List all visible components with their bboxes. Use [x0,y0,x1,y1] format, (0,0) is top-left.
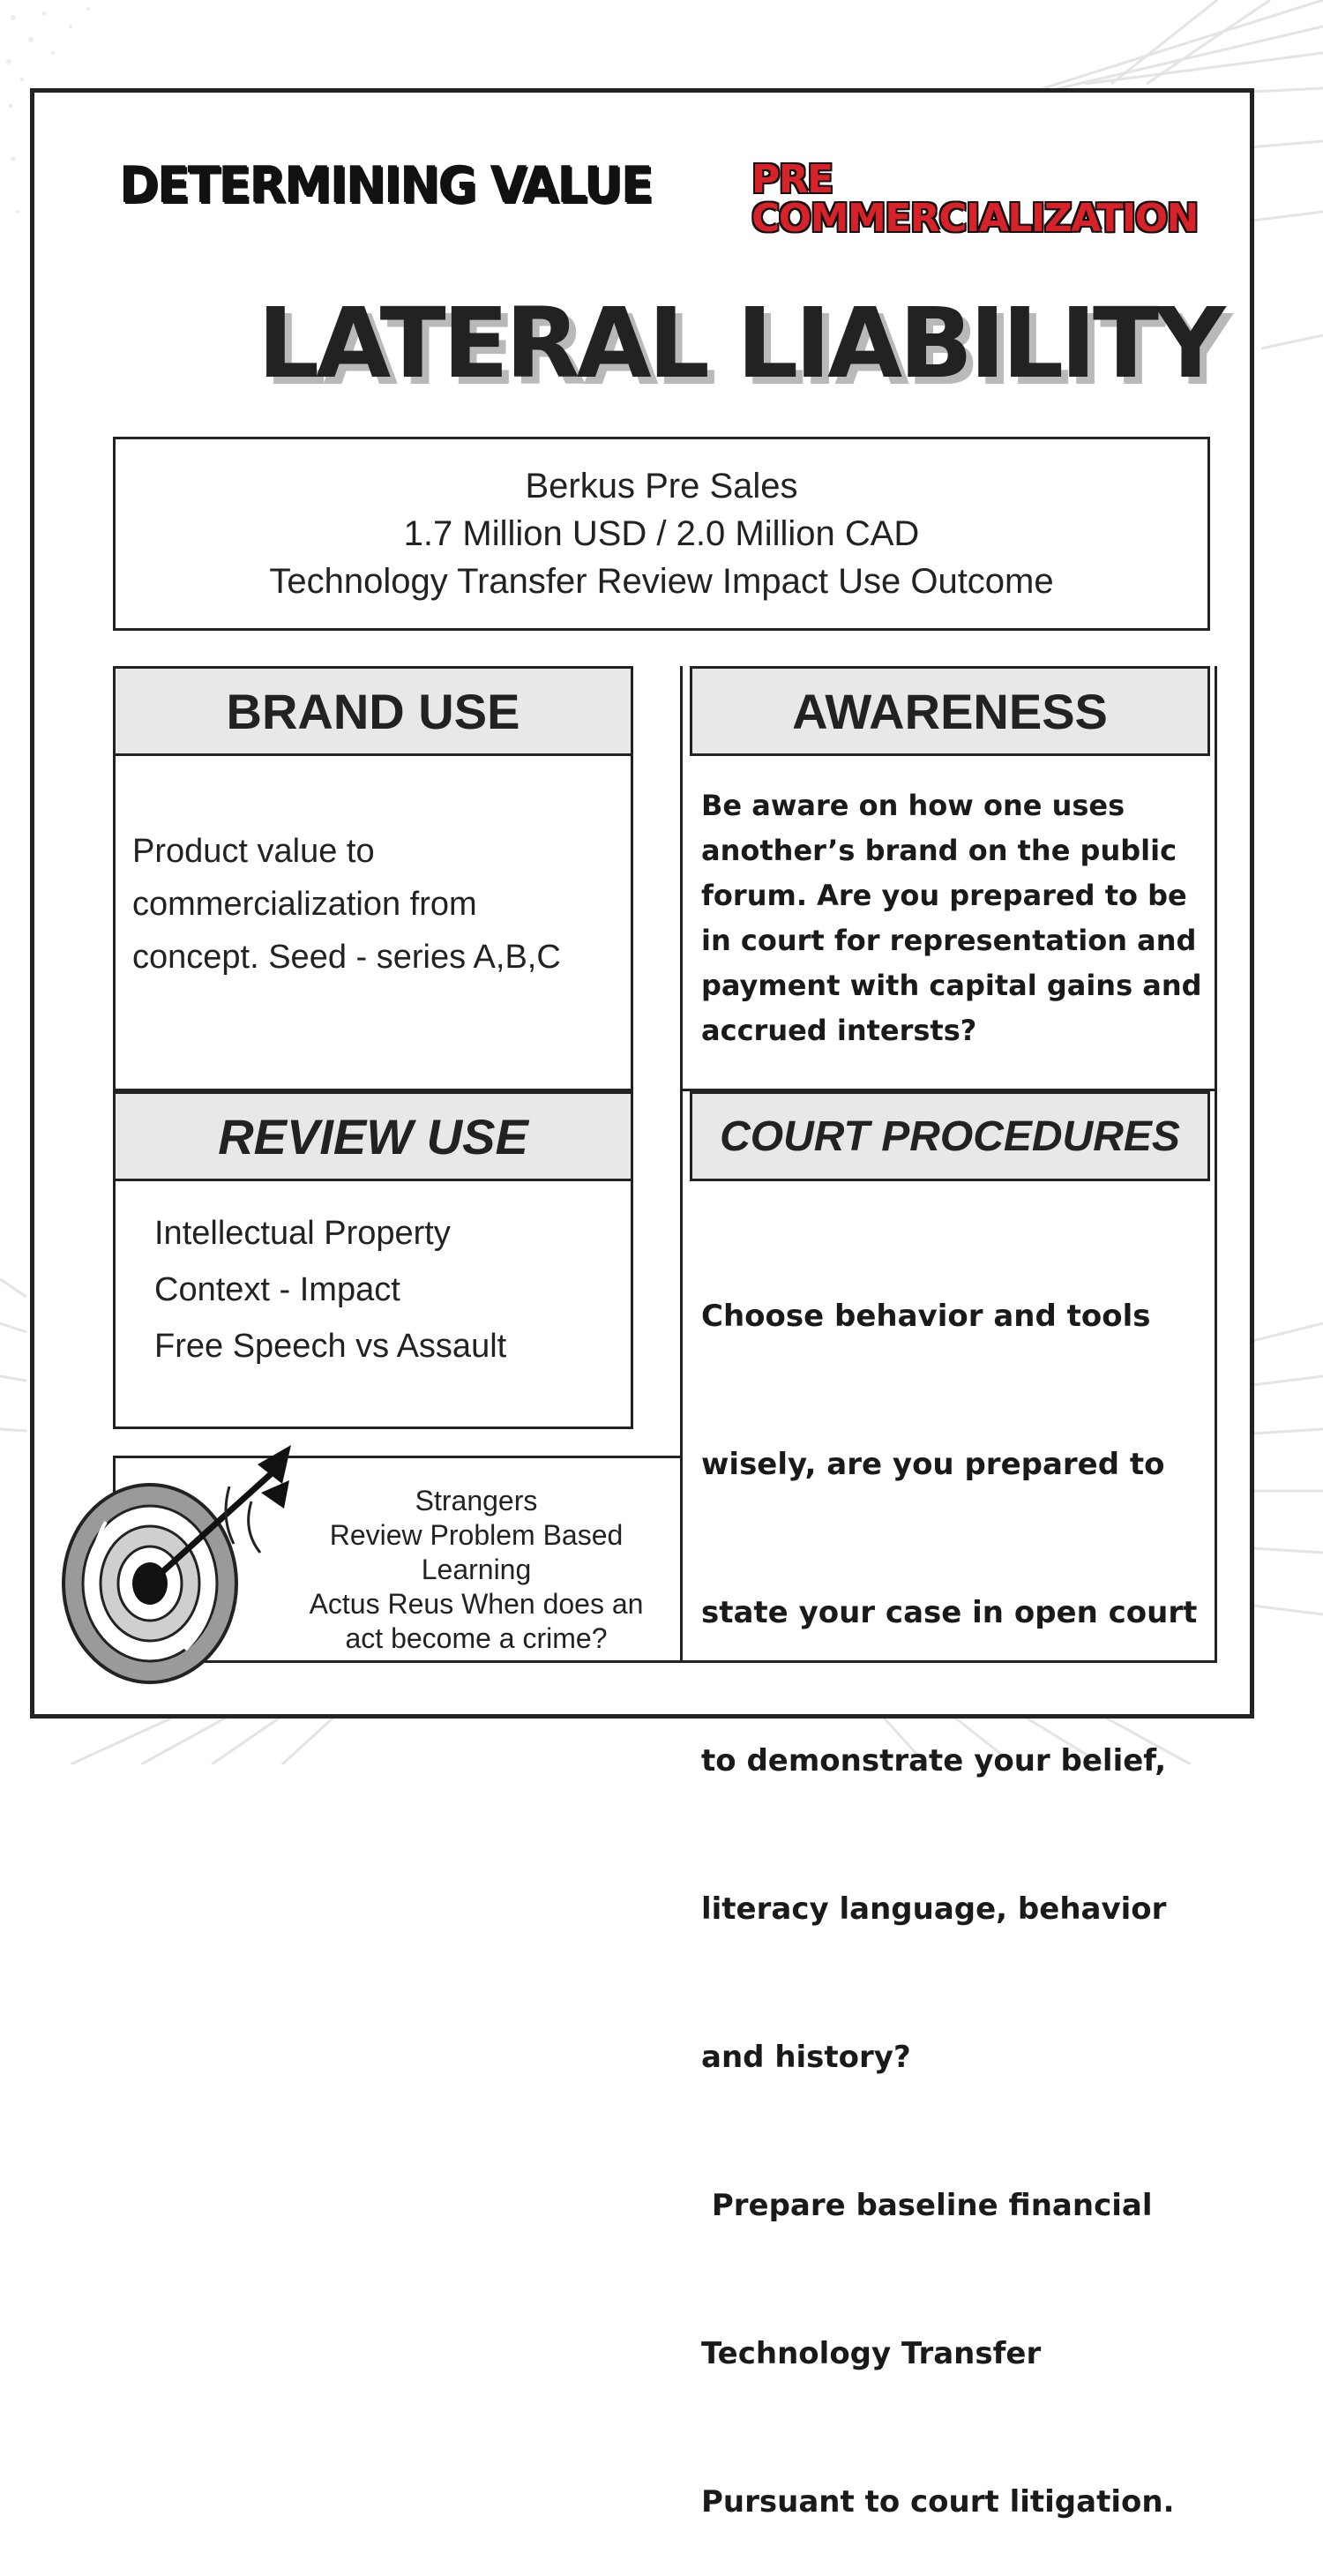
strangers-line: Review Problem Based [329,1519,624,1551]
summary-line-3: Technology Transfer Review Impact Use Outcome [269,562,1054,601]
brand-use-line: concept. Seed - series A,B,C [132,939,561,976]
brand-use-line: commercialization from [132,886,477,923]
court-procedures-line: state your case in open court [701,1595,1198,1630]
awareness-line: in court for representation and [701,924,1197,957]
brand-use-line: Product value to [132,833,375,870]
strangers-line: Strangers [415,1485,538,1516]
court-procedures-line: wisely, are you prepared to [701,1447,1165,1482]
awareness-line: payment with capital gains and [701,969,1202,1002]
court-procedures-line: and history? [701,2040,911,2075]
awareness-line: another’s brand on the public [701,834,1177,867]
awareness-body [701,783,1202,1053]
stage-label [751,157,1198,241]
stage-label-line1: PRE [751,157,833,202]
review-use-heading: REVIEW USE [113,1091,633,1181]
strangers-line: Learning [421,1554,532,1585]
brand-use-heading: BRAND USE [113,666,633,756]
review-use-body [154,1205,506,1374]
court-procedures-heading: COURT PROCEDURES [690,1091,1210,1181]
review-use-line: Context - Impact [154,1271,400,1308]
strangers-body [291,1484,662,1656]
awareness-heading: AWARENESS [690,666,1210,756]
court-procedures-line: to demonstrate your belief, [701,1743,1167,1778]
brand-use-body [132,825,561,984]
awareness-line: forum. Are you prepared to be [701,879,1187,912]
section-label: DETERMINING VALUE [119,155,652,214]
review-use-line: Free Speech vs Assault [154,1328,507,1365]
awareness-line: Be aware on how one uses [701,789,1125,822]
review-use-line: Intellectual Property [154,1215,451,1252]
court-procedures-line: Pursuant to court litigation. [701,2484,1175,2520]
summary-box [113,437,1210,631]
court-procedures-line: Technology Transfer [701,2336,1042,2371]
summary-line-2: 1.7 Million USD / 2.0 Million CAD [403,514,920,553]
page-title: LATERAL LIABILITY [258,287,1222,400]
court-procedures-line: Prepare baseline financial [701,2188,1153,2223]
target-arrow-icon [53,1438,335,1685]
strangers-line: act become a crime? [345,1622,608,1654]
awareness-line: accrued intersts? [701,1014,977,1047]
summary-line-1: Berkus Pre Sales [525,467,798,505]
court-procedures-line: Choose behavior and tools [701,1299,1151,1334]
court-procedures-body [701,1193,1197,2576]
strangers-line: Actus Reus When does an [309,1588,644,1620]
stage-label-line2: COMMERCIALIZATION [751,196,1198,241]
court-procedures-line: literacy language, behavior [701,1891,1167,1927]
